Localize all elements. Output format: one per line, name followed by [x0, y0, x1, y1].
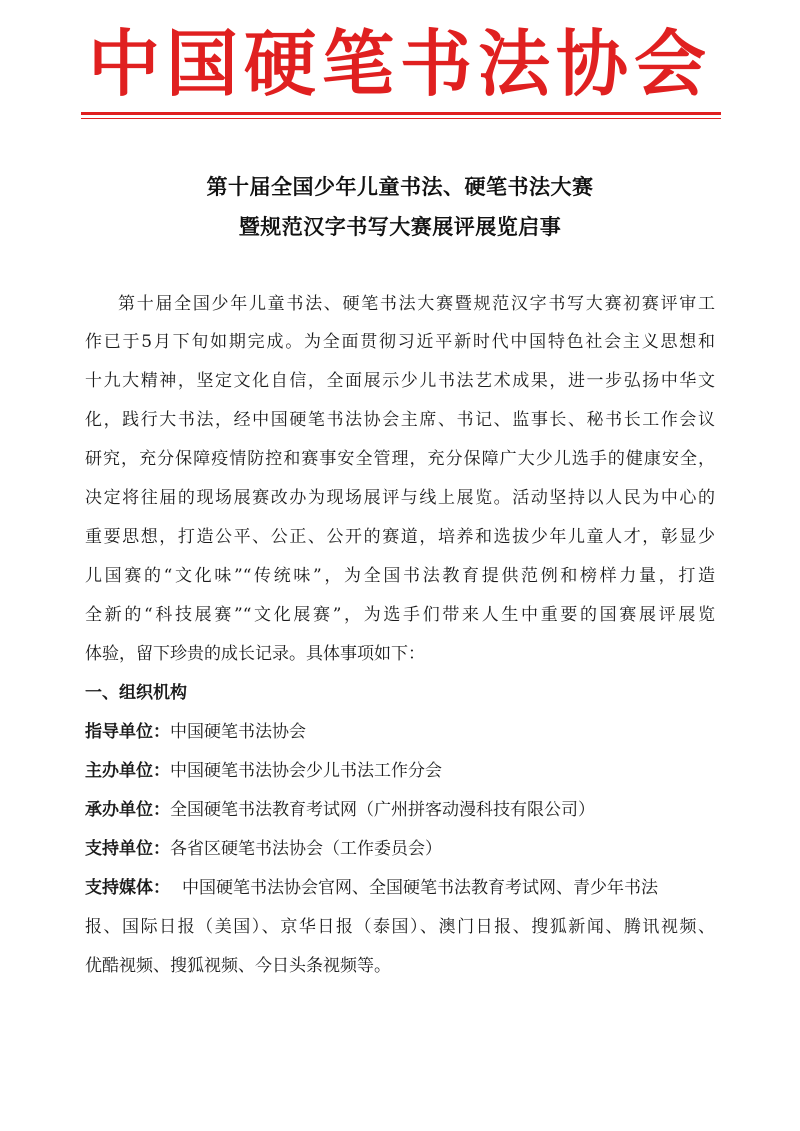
support-media-label: 支持媒体： [85, 878, 170, 898]
body-line: 第十届全国少年儿童书法、硬笔书法大赛暨规范汉字书写大赛初赛评审工 [118, 294, 715, 314]
guide-unit-value: 中国硬笔书法协会 [170, 722, 306, 742]
body-line: 儿国赛的“文化味”“传统味”，为全国书法教育提供范例和榜样力量，打造 [85, 566, 715, 586]
body-line: 决定将往届的现场展赛改办为现场展评与线上展览。活动坚持以人民为中心的 [85, 488, 715, 508]
support-media-value: 中国硬笔书法协会官网、全国硬笔书法教育考试网、青少年书法 [182, 878, 658, 898]
organizer-unit-value: 全国硬笔书法教育考试网（广州拼客动漫科技有限公司） [170, 800, 595, 820]
support-media-line-2: 报、国际日报（美国）、京华日报（泰国）、澳门日报、搜狐新闻、腾讯视频、 [85, 917, 715, 937]
host-unit-row [85, 759, 715, 783]
section-heading-organization: 一、组织机构 [85, 683, 187, 703]
letterhead-rule-thick [81, 112, 721, 115]
body-line: 化，践行大书法，经中国硬笔书法协会主席、书记、监事长、秘书长工作会议 [85, 410, 715, 430]
support-media-row [85, 876, 715, 900]
guide-unit-row [85, 720, 715, 744]
letterhead-title: 中国硬笔书法协会 [87, 21, 712, 106]
support-media-line-3: 优酷视频、搜狐视频、今日头条视频等。 [85, 956, 391, 976]
body-line: 体验，留下珍贵的成长记录。具体事项如下： [85, 644, 425, 664]
letterhead-rule-thin [81, 118, 721, 119]
guide-unit-label: 指导单位： [85, 722, 170, 742]
document-title-line-1: 第十届全国少年儿童书法、硬笔书法大赛 [206, 175, 594, 199]
organizer-unit-label: 承办单位： [85, 800, 170, 820]
support-unit-row [85, 837, 715, 861]
document-title-line-2: 暨规范汉字书写大赛展评展览启事 [238, 215, 562, 239]
body-line: 全新的“科技展赛”“文化展赛”，为选手们带来人生中重要的国赛展评展览 [85, 605, 715, 625]
body-line: 重要思想，打造公平、公正、公开的赛道，培养和选拔少年儿童人才，彰显少 [85, 527, 715, 547]
support-unit-value: 各省区硬笔书法协会（工作委员会） [170, 839, 442, 859]
organizer-unit-row [85, 798, 715, 822]
body-line: 研究，充分保障疫情防控和赛事安全管理，充分保障广大少儿选手的健康安全， [85, 449, 715, 469]
host-unit-value: 中国硬笔书法协会少儿书法工作分会 [170, 761, 442, 781]
body-line: 作已于5月下旬如期完成。为全面贯彻习近平新时代中国特色社会主义思想和 [85, 332, 715, 352]
host-unit-label: 主办单位： [85, 761, 170, 781]
support-unit-label: 支持单位： [85, 839, 170, 859]
body-line: 十九大精神，坚定文化自信，全面展示少儿书法艺术成果，进一步弘扬中华文 [85, 371, 715, 391]
